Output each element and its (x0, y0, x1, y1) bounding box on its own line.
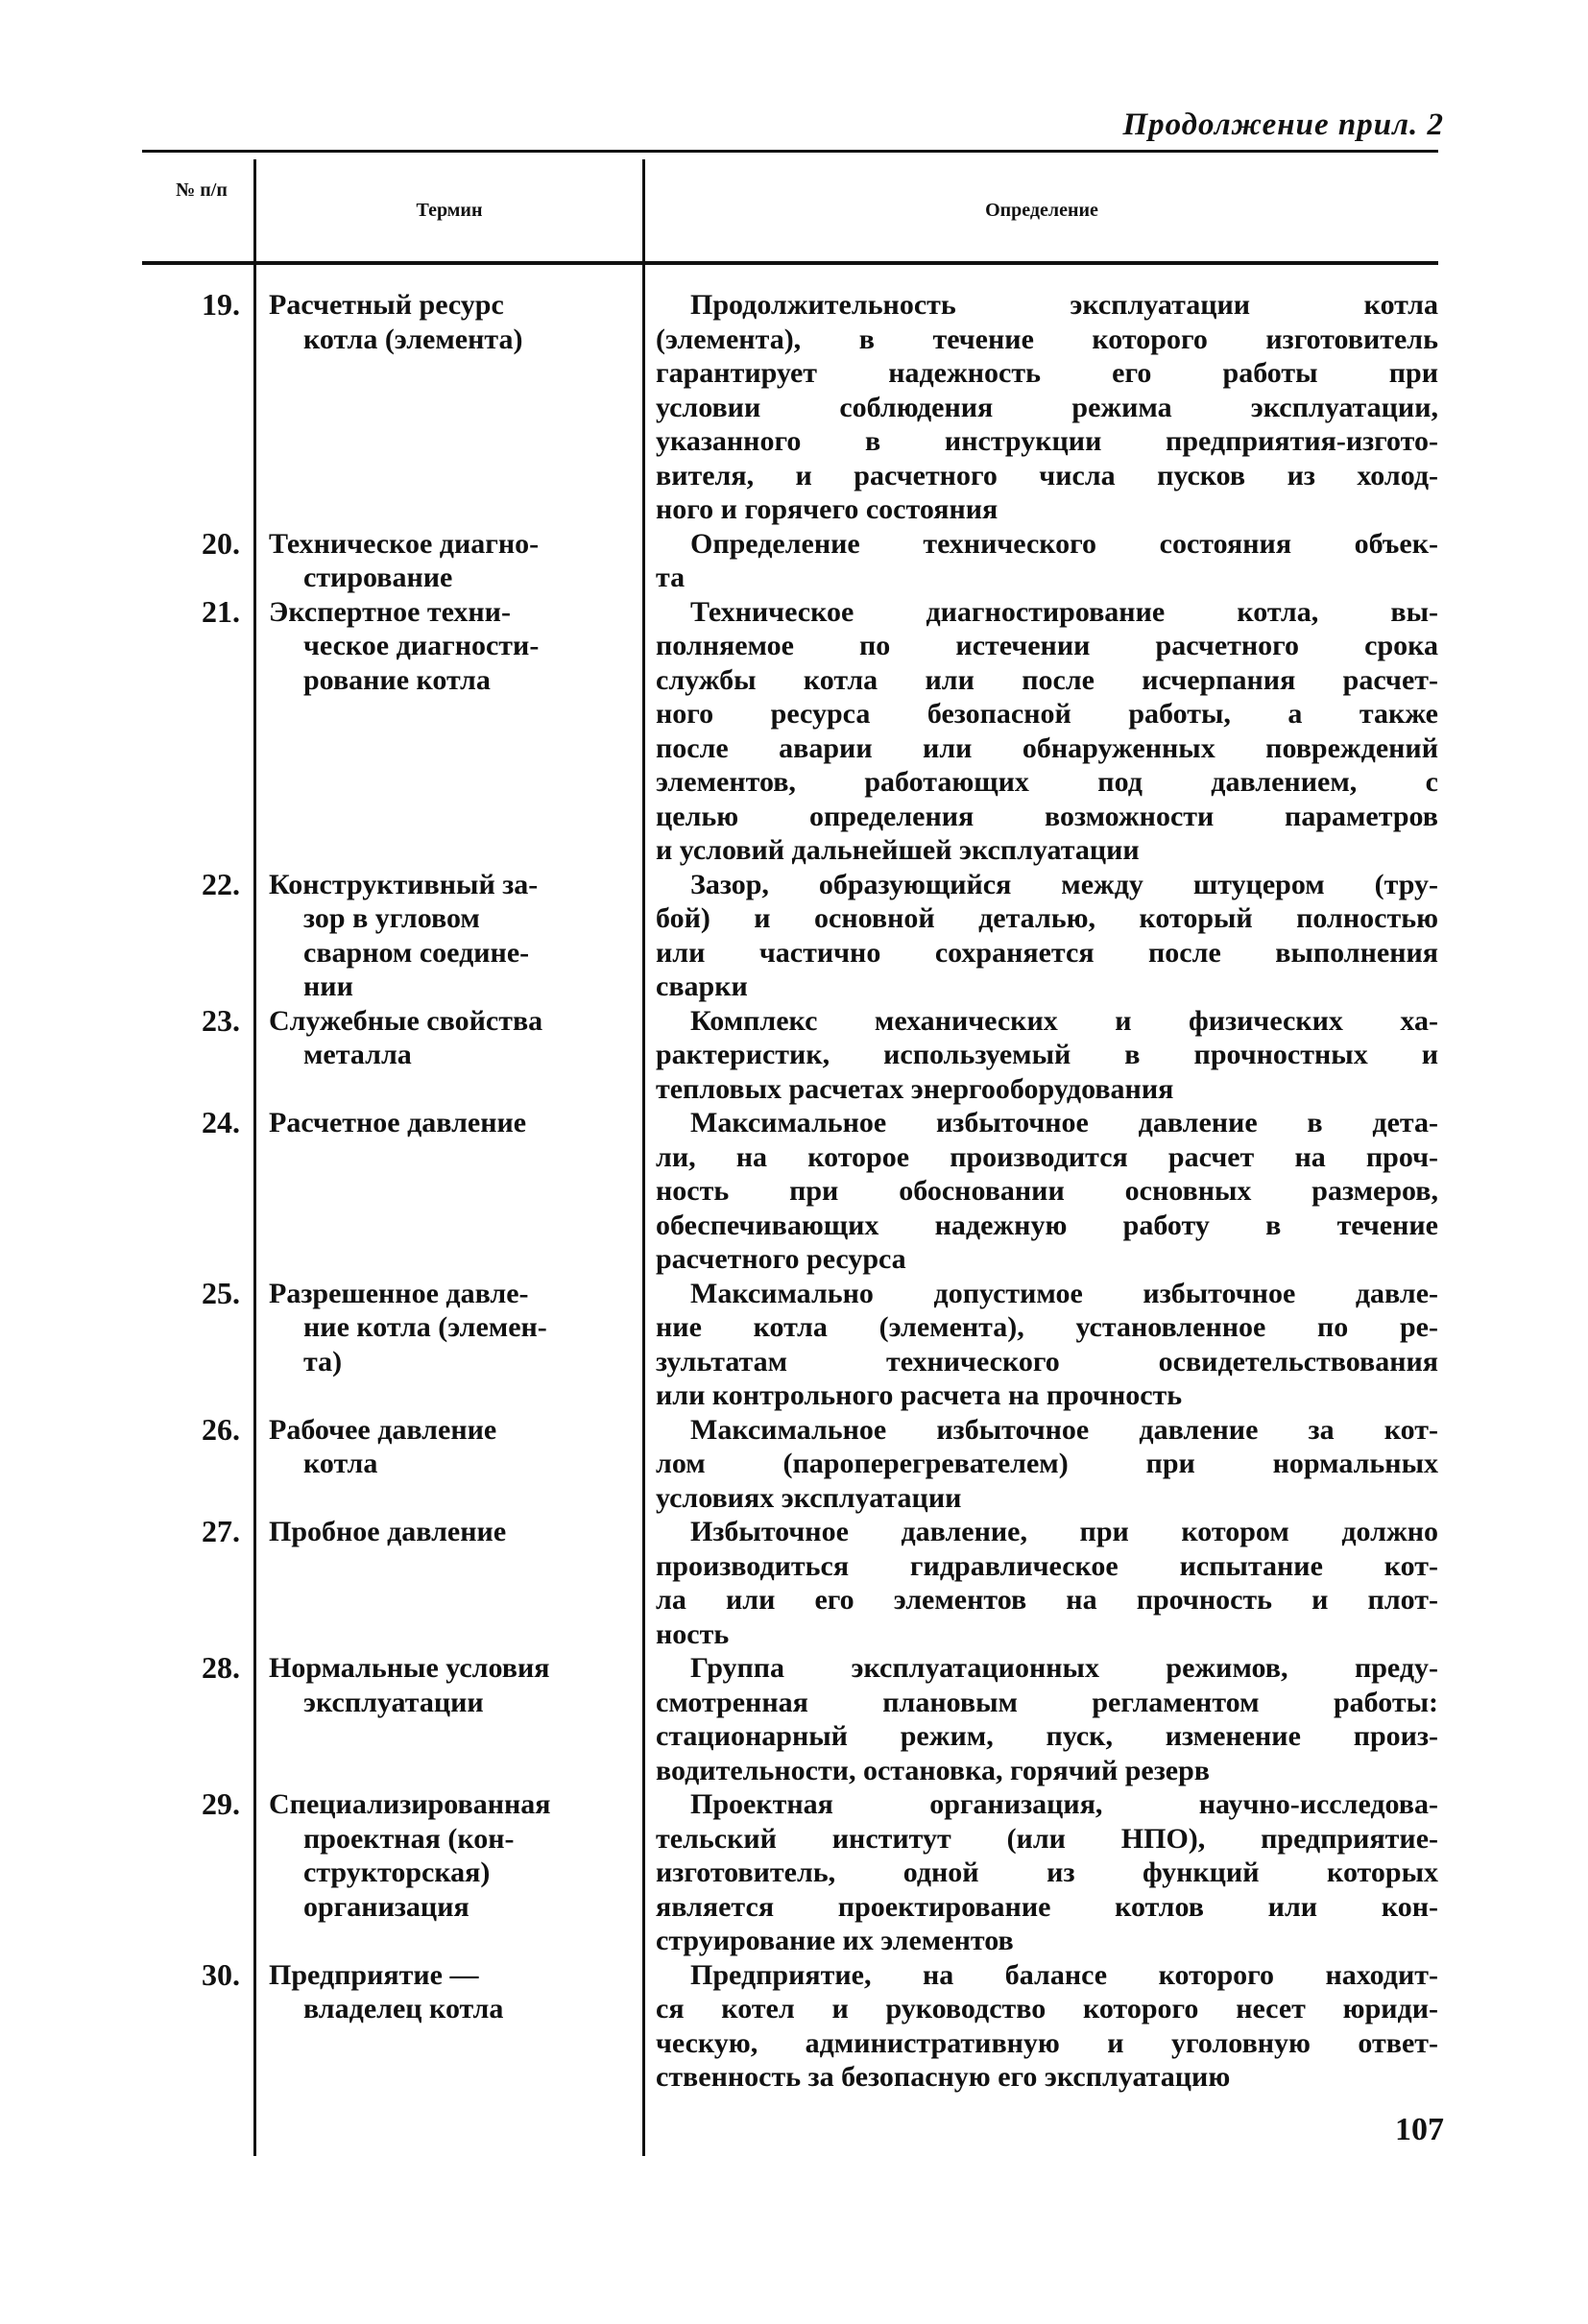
definition-line: производиться гидравлическое испытание кот- (656, 1549, 1438, 1582)
definition-line: ность при обосновании основных размеров, (656, 1175, 1438, 1207)
definition-line: зультатам технического освидетельствования (656, 1345, 1438, 1378)
row-term (253, 527, 642, 595)
term-line: ние котла (элемен- (303, 1311, 547, 1343)
row-term (253, 1413, 642, 1516)
term-line: металла (303, 1039, 412, 1070)
definition-line: ного и горячего состояния (656, 493, 999, 525)
row-definition (642, 1106, 1438, 1277)
definition-line: гарантирует надежность его работы при (656, 357, 1438, 389)
definition-line: Максимальное избыточное давление в дета- (690, 1107, 1438, 1138)
row-definition (642, 868, 1438, 1004)
row-number: 28. (202, 1650, 240, 1685)
row-term (253, 1958, 642, 2095)
table-row (142, 1515, 1438, 1651)
row-term (253, 1277, 642, 1413)
definition-line: рактеристик, используемый в прочностных и (656, 1039, 1438, 1070)
row-number: 22. (202, 866, 240, 901)
definition-line: Проектная организация, научно-исследова- (690, 1788, 1438, 1820)
table-row (142, 1004, 1438, 1107)
row-definition (642, 595, 1438, 868)
row-number: 27. (202, 1514, 240, 1548)
row-number: 29. (202, 1786, 240, 1821)
definition-line: ла или его элементов на прочность и плот- (656, 1584, 1438, 1616)
definition-line: водительности, остановка, горячий резерв (656, 1754, 1210, 1786)
row-number: 21. (202, 593, 240, 629)
term-line: стирование (303, 562, 453, 593)
row-definition (642, 1413, 1438, 1516)
term-line: эксплуатации (303, 1686, 484, 1718)
row-term (253, 288, 642, 527)
term-line: Рабочее давление (269, 1413, 497, 1446)
page-number: 107 (1395, 2112, 1444, 2147)
definition-line: после аварии или обнаруженных повреждений (656, 731, 1438, 764)
term-line: владелец котла (303, 1993, 504, 2025)
term-line: Расчетный ресурс (269, 289, 504, 321)
row-term (253, 595, 642, 868)
definition-line: ли, на которое производится расчет на проч- (656, 1140, 1438, 1173)
row-definition (642, 1277, 1438, 1413)
term-line: Пробное давление (269, 1516, 507, 1547)
row-number: 23. (202, 1002, 240, 1038)
header-term: Термин (416, 200, 483, 221)
row-term (253, 1787, 642, 1958)
row-number: 24. (202, 1105, 240, 1139)
row-term (253, 1004, 642, 1107)
term-line: ческое диагности- (303, 630, 540, 661)
table-row (142, 527, 1438, 595)
definition-line: Зазор, образующийся между штуцером (тру- (690, 868, 1438, 900)
term-line: Разрешенное давле- (269, 1277, 529, 1309)
definition-line: Максимальное избыточное давление за кот- (690, 1413, 1438, 1446)
definition-line: службы котла или после исчерпания расчет- (656, 663, 1438, 696)
header-number: № п/п (176, 180, 228, 201)
term-line: Нормальные условия (269, 1652, 550, 1684)
table-row (142, 1651, 1438, 1787)
table-row (142, 1106, 1438, 1277)
definition-line: ственность за безопасную его эксплуатацию (656, 2061, 1231, 2093)
continuation-caption: Продолжение прил. 2 (1122, 108, 1444, 142)
definition-line: Техническое диагностирование котла, вы- (690, 595, 1438, 628)
term-line: Экспертное техни- (269, 595, 511, 628)
definition-line: Максимально допустимое избыточное давле- (690, 1277, 1438, 1309)
row-number: 30. (202, 1956, 240, 1992)
row-number: 26. (202, 1411, 240, 1447)
table-row (142, 1413, 1438, 1516)
definition-line: тельский институт (или НПО), предприятие- (656, 1822, 1438, 1855)
term-line: та) (303, 1345, 343, 1378)
table-row (142, 1958, 1438, 2095)
definition-line: ность (656, 1617, 730, 1650)
definition-line: Избыточное давление, при котором должно (690, 1516, 1438, 1547)
term-line: нии (303, 970, 353, 1002)
definition-line: (элемента), в течение которого изготовитель (656, 323, 1438, 355)
term-line: Расчетное давление (269, 1107, 527, 1138)
definition-line: Группа эксплуатационных режимов, преду- (690, 1652, 1438, 1684)
table-row (142, 868, 1438, 1004)
definition-line: полняемое по истечении расчетного срока (656, 630, 1438, 661)
row-definition (642, 1651, 1438, 1787)
row-definition (642, 1004, 1438, 1107)
term-line: организация (303, 1890, 469, 1923)
row-term (253, 868, 642, 1004)
term-line: котла (303, 1448, 378, 1479)
definition-line: та (656, 562, 686, 593)
row-definition (642, 1958, 1438, 2095)
table-row (142, 1277, 1438, 1413)
row-definition (642, 288, 1438, 527)
definition-line: ся котел и руководство которого несет юриди- (656, 1993, 1438, 2025)
row-definition (642, 1515, 1438, 1651)
row-term (253, 1106, 642, 1277)
table-row (142, 595, 1438, 868)
definition-line: является проектирование котлов или кон- (656, 1890, 1438, 1923)
definition-line: бой) и основной деталью, который полностью (656, 902, 1438, 934)
row-term (253, 1651, 642, 1787)
table-row (142, 288, 1438, 527)
table-header-rule (142, 261, 1438, 265)
definition-line: ние котла (элемента), установленное по ре- (656, 1311, 1438, 1343)
term-line: Техническое диагно- (269, 527, 540, 560)
definition-line: Предприятие, на балансе которого находит- (690, 1958, 1438, 1991)
definition-line: тепловых расчетах энергооборудования (656, 1072, 1174, 1105)
header-definition: Определение (985, 200, 1098, 221)
term-line: зор в угловом (303, 902, 480, 934)
definition-line: указанного в инструкции предприятия-изгото- (656, 425, 1438, 457)
term-line: рование котла (303, 663, 491, 696)
term-line: структорская) (303, 1857, 491, 1888)
definition-line: Определение технического состояния объек- (690, 527, 1438, 560)
definition-line: Комплекс механических и физических ха- (690, 1004, 1438, 1037)
term-line: Служебные свойства (269, 1004, 543, 1037)
definition-line: целью определения возможности параметров (656, 800, 1438, 832)
term-line: Конструктивный за- (269, 868, 539, 900)
definition-line: расчетного ресурса (656, 1243, 906, 1275)
table-top-rule (142, 150, 1438, 153)
definition-line: лом (пароперегревателем) при нормальных (656, 1448, 1438, 1479)
row-number: 20. (202, 525, 240, 561)
definition-line: ного ресурса безопасной работы, а также (656, 698, 1438, 730)
term-line: котла (элемента) (303, 323, 523, 355)
definition-line: обеспечивающих надежную работу в течение (656, 1209, 1438, 1241)
term-line: проектная (кон- (303, 1822, 515, 1855)
definition-line: изготовитель, одной из функций которых (656, 1857, 1438, 1888)
definition-line: элементов, работающих под давлением, с (656, 766, 1438, 798)
term-line: сварном соедине- (303, 936, 530, 969)
definition-line: или контрольного расчета на прочность (656, 1379, 1183, 1411)
table-row (142, 1787, 1438, 1958)
definition-line: и условий дальнейшей эксплуатации (656, 834, 1140, 866)
definition-line: ческую, административную и уголовную ответ- (656, 2026, 1438, 2059)
row-term (253, 1515, 642, 1651)
definition-line: Продолжительность эксплуатации котла (690, 289, 1438, 321)
definition-line: стационарный режим, пуск, изменение произ- (656, 1720, 1438, 1752)
definition-line: смотренная плановым регламентом работы: (656, 1686, 1438, 1718)
definition-line: условиях эксплуатации (656, 1481, 962, 1514)
term-line: Предприятие — (269, 1958, 479, 1991)
definition-line: струирование их элементов (656, 1925, 1014, 1956)
glossary-table-body (142, 288, 1438, 2095)
term-line: Специализированная (269, 1788, 551, 1820)
row-definition (642, 527, 1438, 595)
row-definition (642, 1787, 1438, 1958)
row-number: 19. (202, 287, 240, 322)
definition-line: или частично сохраняется после выполнения (656, 936, 1438, 969)
definition-line: сварки (656, 970, 748, 1002)
definition-line: условии соблюдения режима эксплуатации, (656, 391, 1438, 423)
row-number: 25. (202, 1275, 240, 1310)
definition-line: вителя, и расчетного числа пусков из холод- (656, 459, 1438, 491)
